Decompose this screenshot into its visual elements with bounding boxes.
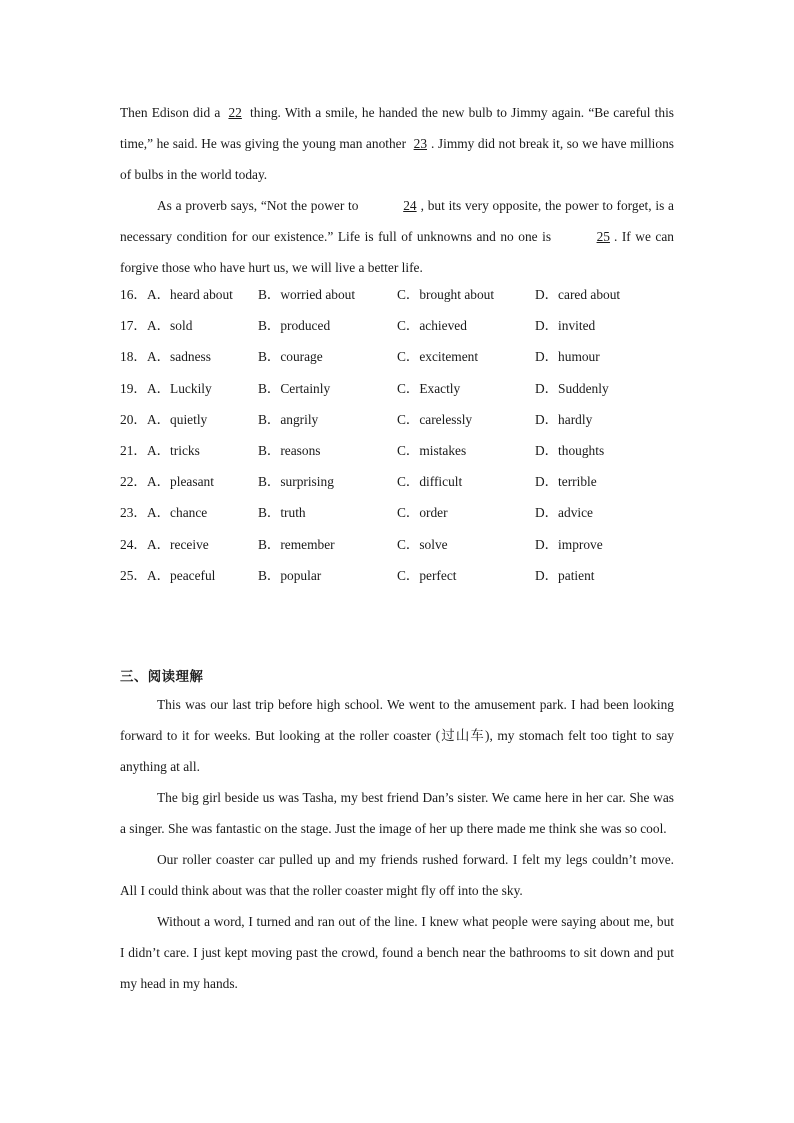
text-run: . If we can forgive those who have hurt us, we will live a better life. — [120, 229, 674, 275]
option-b: B．angrily — [258, 411, 319, 427]
option-c: C．carelessly — [397, 411, 473, 427]
question-number: 21． — [120, 442, 147, 458]
option-c: C．excitement — [397, 349, 479, 365]
option-d: D．thoughts — [535, 442, 605, 458]
option-row-24 — [120, 534, 680, 565]
option-row-23 — [120, 502, 680, 533]
option-d: D．terrible — [535, 474, 597, 490]
option-d: D．patient — [535, 567, 595, 583]
option-a: A．heard about — [147, 287, 233, 302]
blank-25: 25 — [596, 229, 610, 244]
option-a: A．quietly — [147, 411, 208, 427]
answer-options-list — [120, 284, 680, 596]
text-run: , but its very opposite, the power to forget, is a necessary condition for our existence.” Life is full of unknowns and no one is — [120, 198, 674, 244]
option-b: B．Certainly — [258, 380, 331, 396]
option-d: D．advice — [535, 505, 594, 521]
text-run: As a proverb says, “Not the power to — [157, 198, 363, 213]
blank-22: 22 — [228, 105, 242, 120]
option-b: B．worried about — [258, 287, 356, 302]
option-a: A．tricks — [147, 442, 200, 458]
option-c: C．order — [397, 505, 448, 521]
question-number: 22． — [120, 474, 147, 490]
option-c: C．difficult — [397, 474, 463, 490]
option-d: D．hardly — [535, 411, 593, 427]
question-number: 18． — [120, 349, 147, 365]
option-row-25 — [120, 565, 680, 596]
option-a: A．sold — [147, 318, 193, 334]
text-run: Then Edison did a — [120, 105, 225, 120]
reading-passage — [120, 689, 674, 999]
option-c: C．Exactly — [397, 380, 461, 396]
question-number: 23． — [120, 505, 147, 521]
cloze-paragraph — [120, 190, 674, 283]
option-a: A．peaceful — [147, 567, 216, 583]
option-b: B．popular — [258, 567, 322, 583]
option-b: B．surprising — [258, 474, 334, 490]
text-run: thing. With a smile, he handed the new bulb to Jimmy again. “Be careful this time,” he said. He was giving the young man another — [120, 105, 674, 151]
option-b: B．reasons — [258, 442, 321, 458]
blank-23: 23 — [413, 136, 428, 151]
option-row-20 — [120, 409, 680, 440]
option-a: A．Luckily — [147, 380, 212, 396]
cloze-paragraph — [120, 97, 674, 190]
option-b: B．courage — [258, 349, 323, 365]
reading-paragraph: Without a word, I turned and ran out of the line. I knew what people were saying about me, but I didn’t care. I just kept moving past the crowd, found a bench near the bathrooms to sit down and put my head in my hands. — [120, 914, 674, 991]
option-d: D．improve — [535, 536, 603, 552]
option-d: D．cared about — [535, 287, 621, 302]
blank-24: 24 — [403, 198, 417, 213]
option-d: D．humour — [535, 349, 600, 365]
option-row-19 — [120, 378, 680, 409]
option-d: D．invited — [535, 318, 596, 334]
cloze-passage-end — [120, 97, 674, 283]
question-number: 19． — [120, 380, 147, 396]
option-c: C．perfect — [397, 567, 457, 583]
option-c: C．solve — [397, 536, 448, 552]
option-row-22 — [120, 471, 680, 502]
question-number: 25． — [120, 567, 147, 583]
option-c: C．brought about — [397, 287, 495, 302]
option-b: B．produced — [258, 318, 331, 334]
question-number: 20． — [120, 411, 147, 427]
text-run: . Jimmy did not break it, so we have millions of bulbs in the world today. — [120, 136, 674, 182]
reading-paragraph: This was our last trip before high school. We went to the amusement park. I had been looking forward to it for weeks. But looking at the roller coaster (过山车), my stomach felt too tight to say anything at all. — [120, 697, 674, 774]
option-a: A．pleasant — [147, 474, 214, 490]
section-heading: 三、阅读理解 — [120, 670, 204, 685]
option-a: A．sadness — [147, 349, 211, 365]
reading-paragraph: Our roller coaster car pulled up and my friends rushed forward. I felt my legs couldn’t move. All I could think about was that the roller coaster might fly off into the sky. — [120, 852, 674, 898]
option-a: A．receive — [147, 536, 209, 552]
option-row-17 — [120, 315, 680, 346]
question-number: 24． — [120, 536, 147, 552]
option-b: B．truth — [258, 505, 306, 521]
option-a: A．chance — [147, 505, 208, 521]
option-row-16 — [120, 284, 680, 315]
reading-paragraph: The big girl beside us was Tasha, my best friend Dan’s sister. We came here in her car. She was a singer. She was fantastic on the stage. Just the image of her up there made me think she was so cool. — [120, 790, 674, 836]
option-row-21 — [120, 440, 680, 471]
option-c: C．mistakes — [397, 442, 467, 458]
question-number: 16． — [120, 287, 147, 302]
option-b: B．remember — [258, 536, 335, 552]
option-c: C．achieved — [397, 318, 467, 334]
option-row-18 — [120, 346, 680, 377]
option-d: D．Suddenly — [535, 380, 609, 396]
question-number: 17． — [120, 318, 147, 334]
